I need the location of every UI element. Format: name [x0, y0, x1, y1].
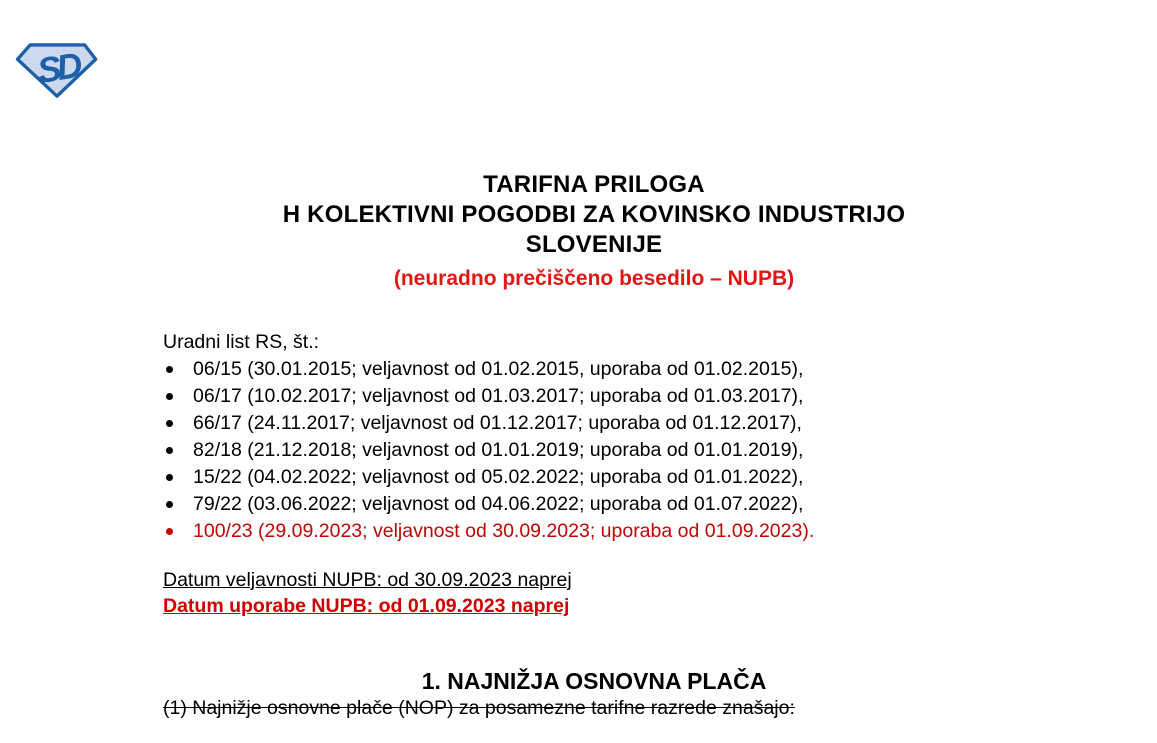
nupb-validity-date: Datum veljavnosti NUPB: od 30.09.2023 naprej	[163, 569, 572, 591]
gazette-list-item: 15/22 (04.02.2022; veljavnost od 05.02.2022; uporaba od 01.01.2022),	[163, 464, 1025, 491]
document-title-line-1: TARIFNA PRILOGA	[483, 171, 705, 198]
gazette-list	[163, 356, 1025, 545]
gazette-list-item: 06/15 (30.01.2015; veljavnost od 01.02.2015, uporaba od 01.02.2015),	[163, 356, 1025, 383]
document-title-line-2: H KOLEKTIVNI POGODBI ZA KOVINSKO INDUSTRIJO	[282, 201, 906, 228]
document-title-line-3: SLOVENIJE	[525, 231, 663, 258]
sd-shield-icon	[15, 41, 99, 101]
gazette-list-item: 66/17 (24.11.2017; veljavnost od 01.12.2017; uporaba od 01.12.2017),	[163, 410, 1025, 437]
logo-letters: SD	[34, 46, 81, 92]
document-content	[163, 170, 1025, 722]
section-paragraph-struck: (1) Najnižje osnovne plače (NOP) za posamezne tarifne razrede znašajo:	[163, 697, 795, 719]
section-heading: 1. NAJNIŽJA OSNOVNA PLAČA	[421, 668, 767, 694]
gazette-list-item-highlighted: 100/23 (29.09.2023; veljavnost od 30.09.2023; uporaba od 01.09.2023).	[163, 518, 1025, 545]
nupb-application-date: Datum uporabe NUPB: od 01.09.2023 naprej	[163, 595, 570, 617]
document-subtitle: (neuradno prečiščeno besedilo – NUPB)	[393, 267, 795, 290]
gazette-list-item: 06/17 (10.02.2017; veljavnost od 01.03.2017; uporaba od 01.03.2017),	[163, 383, 1025, 410]
gazette-list-item: 79/22 (03.06.2022; veljavnost od 04.06.2022; uporaba od 01.07.2022),	[163, 491, 1025, 518]
sd-shield-logo	[15, 41, 99, 101]
gazette-list-heading: Uradni list RS, št.:	[163, 331, 320, 353]
gazette-list-item: 82/18 (21.12.2018; veljavnost od 01.01.2019; uporaba od 01.01.2019),	[163, 437, 1025, 464]
